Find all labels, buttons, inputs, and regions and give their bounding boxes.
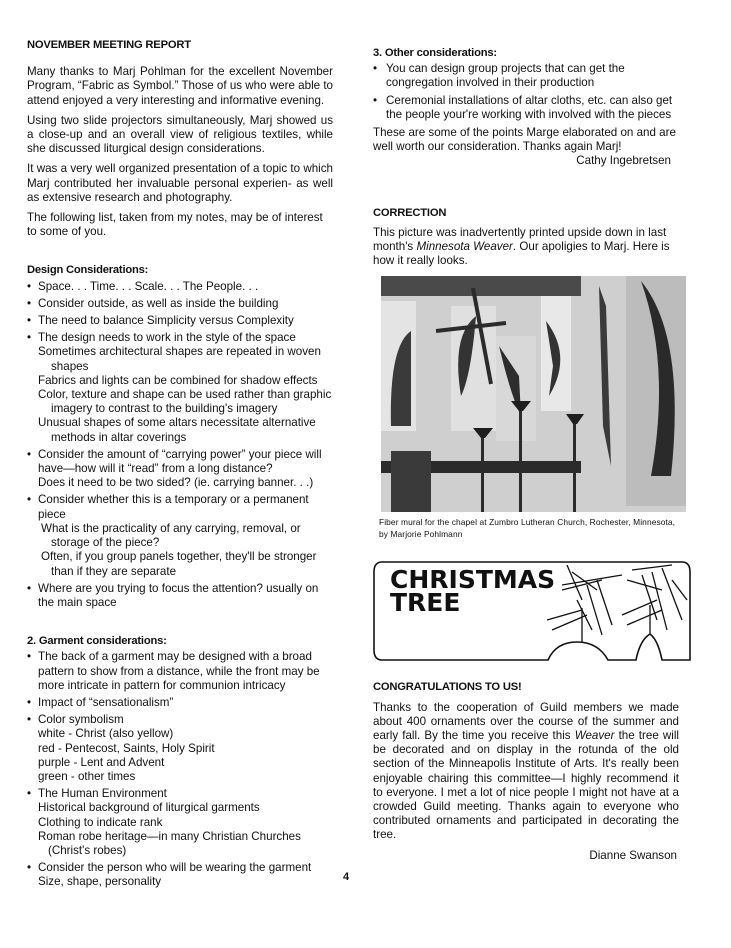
list-item: • Impact of “sensationalism” (27, 696, 333, 710)
fiber-mural-photo (381, 276, 686, 512)
sub-item: Fabrics and lights can be combined for shadow effects (38, 373, 318, 387)
correction-text: This picture was inadvertently printed upside down in last month's Minnesota Weaver. Our apoligies to Marj. Here is how it really looks. (373, 225, 670, 268)
congratulations-text: Thanks to the cooperation of Guild members we made about 400 ornaments over the course of the summer and early fall. By the time you receive this Weaver the tree will be decorated and on display in the rotunda of the old section of the Minneapolis Institute of Arts. It's really been enjoyable chairing this committee—I highly recommend it to everyone. I met a lot of nice people I might not have at a crowded Guild meeting. Thanks again to everyone who contributed ornaments and participated in decorating the tree. (373, 700, 679, 842)
report-paragraph: Many thanks to Marj Pohlman for the excellent November Program, “Fabric as Symbol.” Those of us who were able to attend enjoyed a very interesting and informative evening. (27, 65, 333, 107)
sub-item: red - Pentecost, Saints, Holy Spirit (38, 741, 215, 755)
sub-item: Unusual shapes of some altars necessitate alternative methods in altar coverings (38, 416, 316, 444)
page-number: 4 (343, 871, 350, 883)
mural-image-icon (381, 276, 686, 512)
sub-item: Roman robe heritage—in many Christian Churches (Christ's robes) (38, 829, 301, 857)
report-paragraph: The following list, taken from my notes, may be of interest to some of you. (27, 211, 323, 239)
list-item: • Consider the amount of “carrying power” your piece will have—how will it “read” from a long distance? Does it need to be two sided? (ie. carrying banner. . .) (27, 448, 333, 491)
christmas-tree-title: CHRISTMAS TREE (390, 565, 556, 618)
photo-caption: Fiber mural for the chapel at Zumbro Lutheran Church, Rochester, Minnesota, by Marjorie Pohlmann (379, 517, 676, 540)
list-item: • Consider the person who will be wearing the garment Size, shape, personality (27, 861, 333, 889)
list-item: • The need to balance Simplicity versus Complexity (27, 314, 333, 328)
sub-item: What is the practicality of any carrying, removal, or storage of the piece? (41, 521, 301, 550)
list-item: • Consider outside, as well as inside the building (27, 297, 333, 311)
congratulations-heading: CONGRATULATIONS TO US! (373, 681, 522, 694)
signature-cathy: Cathy Ingebretsen (576, 154, 671, 168)
sub-item: Does it need to be two sided? (ie. carrying banner. . .) (38, 476, 314, 490)
sub-item: Sometimes architectural shapes are repeated in woven shapes (38, 345, 321, 373)
list-item: • Where are you trying to focus the attention? usually on the main space (27, 582, 333, 610)
list-item: • The back of a garment may be designed with a broad pattern to show from a distance, while the front may be more intricate in pattern for communion intricacy (27, 650, 333, 693)
other-considerations-closing: These are some of the points Marge elaborated on and are well worth our consideration. Thanks again Marj! (373, 126, 676, 154)
sub-item: purple - Lent and Advent (38, 755, 165, 769)
sub-item: white - Christ (also yellow) (38, 727, 174, 741)
sub-item: Often, if you group panels together, they'll be stronger than if they are separate (41, 550, 317, 578)
sub-item: Clothing to indicate rank (38, 815, 163, 829)
list-item: • Space. . . Time. . . Scale. . . The People. . . (27, 280, 333, 294)
november-report-heading: NOVEMBER MEETING REPORT (27, 39, 191, 51)
list-item: • Consider whether this is a temporary or a permanent piece What is the practicality of any carrying, removal, or storage of the piece? Often, if you group panels together, they'll be stronger than if they are separate (27, 493, 333, 578)
list-item: • The Human Environment Historical background of liturgical garments Clothing to indicate rank Roman robe heritage—in many Christian Churches (Christ's robes) (27, 787, 333, 858)
sub-item: Historical background of liturgical garments (38, 801, 260, 815)
other-considerations-list (373, 62, 679, 122)
christmas-tree-banner (372, 560, 695, 663)
list-item: • The design needs to work in the style of the space Sometimes architectural shapes are repeated in woven shapes Fabrics and lights can be combined for shadow effects Color, texture and shape can be used rather than graphic imagery to contrast to the building's imagery Unusual shapes of some altars necessitate alternative methods in altar coverings (27, 331, 333, 445)
design-considerations-list (27, 280, 333, 610)
list-item: • Ceremonial installations of altar cloths, etc. can also get the people your're working with involved with the pieces (373, 94, 679, 122)
sub-item: Color, texture and shape can be used rather than graphic imagery to contrast to the building's imagery (38, 388, 332, 416)
signature-dianne: Dianne Swanson (589, 848, 677, 862)
report-paragraph: Using two slide projectors simultaneously, Marj showed us a close-up and an overall view of religious textiles, while she discussed liturgical design considerations. (27, 113, 333, 156)
list-item: • Color symbolism white - Christ (also yellow) red - Pentecost, Saints, Holy Spirit purple - Lent and Advent green - other times (27, 713, 333, 784)
list-item: • You can design group projects that can get the congregation involved in their production (373, 62, 679, 90)
correction-heading: CORRECTION (373, 206, 447, 219)
report-paragraph: It was a very well organized presentation of a topic to which Marj contributed her invaluable personal experien- as well as extensive research and photography. (27, 162, 333, 204)
garment-considerations-list (27, 650, 333, 889)
right-column (373, 46, 679, 863)
sub-item: green - other times (38, 769, 136, 783)
left-column (27, 38, 333, 893)
design-considerations-heading: Design Considerations: (27, 264, 149, 277)
garment-considerations-heading: 2. Garment considerations: (27, 635, 167, 648)
sub-item: Size, shape, personality (38, 875, 162, 889)
other-considerations-heading: 3. Other considerations: (373, 47, 497, 59)
